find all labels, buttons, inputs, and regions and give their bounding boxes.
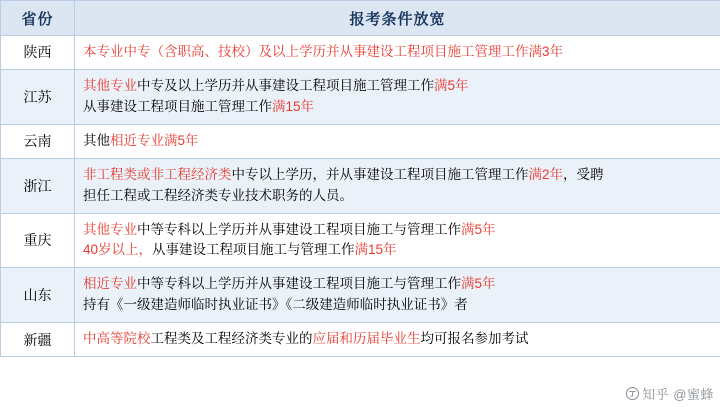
table-row — [1, 124, 720, 158]
condition-line — [83, 131, 712, 152]
condition-text: 从事建设工程项目施工管理工作 — [83, 98, 272, 114]
cell-province: 云南 — [1, 124, 75, 158]
condition-text: 40岁以上， — [83, 242, 153, 258]
condition-text: ，受聘 — [563, 166, 604, 182]
cell-condition — [75, 213, 720, 268]
table-body — [1, 36, 720, 357]
table-row — [1, 268, 720, 323]
cell-province: 山东 — [1, 268, 75, 323]
condition-text: 满3年 — [528, 44, 564, 59]
table-row — [1, 158, 720, 213]
condition-line — [83, 220, 712, 241]
condition-text: 中专及以上学历并从事建设工程项目施工管理工作 — [137, 77, 434, 93]
condition-line — [83, 274, 712, 295]
condition-line — [83, 329, 712, 350]
condition-text: 满5年 — [461, 221, 496, 237]
table-row — [1, 69, 720, 124]
condition-line — [83, 240, 712, 261]
condition-text: 本专业中专（含职高、技校）及以上学历并从事建设工程项目施工管理工作 — [83, 44, 529, 59]
condition-text: 满5年 — [434, 77, 469, 93]
condition-text: 担任工程或工程经济类专业技术职务的人员。 — [83, 187, 353, 203]
condition-text: 满2年 — [528, 166, 564, 182]
table-row — [1, 213, 720, 268]
condition-text: 中等专科以上学历并从事建设工程项目施工与管理工作 — [137, 276, 461, 292]
condition-text: 均可报名参加考试 — [420, 331, 529, 347]
condition-text: 相近专业 — [83, 276, 137, 292]
condition-text: 满15年 — [354, 242, 397, 258]
cell-condition — [75, 124, 720, 158]
condition-text: 其他专业 — [83, 77, 137, 93]
condition-text: 其他专业 — [83, 221, 137, 237]
watermark-text: 知乎 @蜜蜂 — [642, 387, 714, 402]
header-condition: 报考条件放宽 — [75, 1, 720, 36]
cell-province: 江苏 — [1, 69, 75, 124]
condition-text: 中专以上学历，并从事建设工程项目施工管理工作 — [231, 166, 529, 182]
condition-text: 应届和历届毕业生 — [312, 331, 421, 347]
table-header — [1, 1, 720, 36]
condition-text: 满15年 — [272, 98, 315, 114]
condition-text: 非工程类或非工程经济类 — [83, 166, 232, 182]
condition-line — [83, 165, 712, 186]
cell-condition — [75, 323, 720, 357]
zhihu-logo-icon — [626, 387, 639, 400]
condition-text: 持有《一级建造师临时执业证书》《二级建造师临时执业证书》者 — [83, 297, 468, 313]
cell-condition — [75, 36, 720, 70]
condition-text: 工程类及工程经济类专业的 — [150, 331, 313, 347]
condition-text: 其他 — [83, 132, 110, 148]
cell-province: 陕西 — [1, 36, 75, 70]
condition-text: 满5年 — [461, 276, 496, 292]
cell-province: 重庆 — [1, 213, 75, 268]
condition-line — [83, 42, 712, 63]
condition-line — [83, 186, 712, 207]
condition-text: 中高等院校 — [83, 331, 151, 347]
cell-condition — [75, 268, 720, 323]
condition-line — [83, 97, 712, 118]
table-header-row — [1, 1, 720, 36]
table-row — [1, 36, 720, 70]
table-row — [1, 323, 720, 357]
cell-province: 新疆 — [1, 323, 75, 357]
condition-text: 从事建设工程项目施工与管理工作 — [152, 242, 355, 258]
condition-text: 相近专业满5年 — [110, 132, 199, 148]
header-province: 省份 — [1, 1, 75, 36]
condition-text: 中等专科以上学历并从事建设工程项目施工与管理工作 — [137, 221, 461, 237]
watermark — [626, 384, 714, 403]
condition-line — [83, 295, 712, 316]
condition-line — [83, 76, 712, 97]
cell-province: 浙江 — [1, 158, 75, 213]
cell-condition — [75, 158, 720, 213]
cell-condition — [75, 69, 720, 124]
